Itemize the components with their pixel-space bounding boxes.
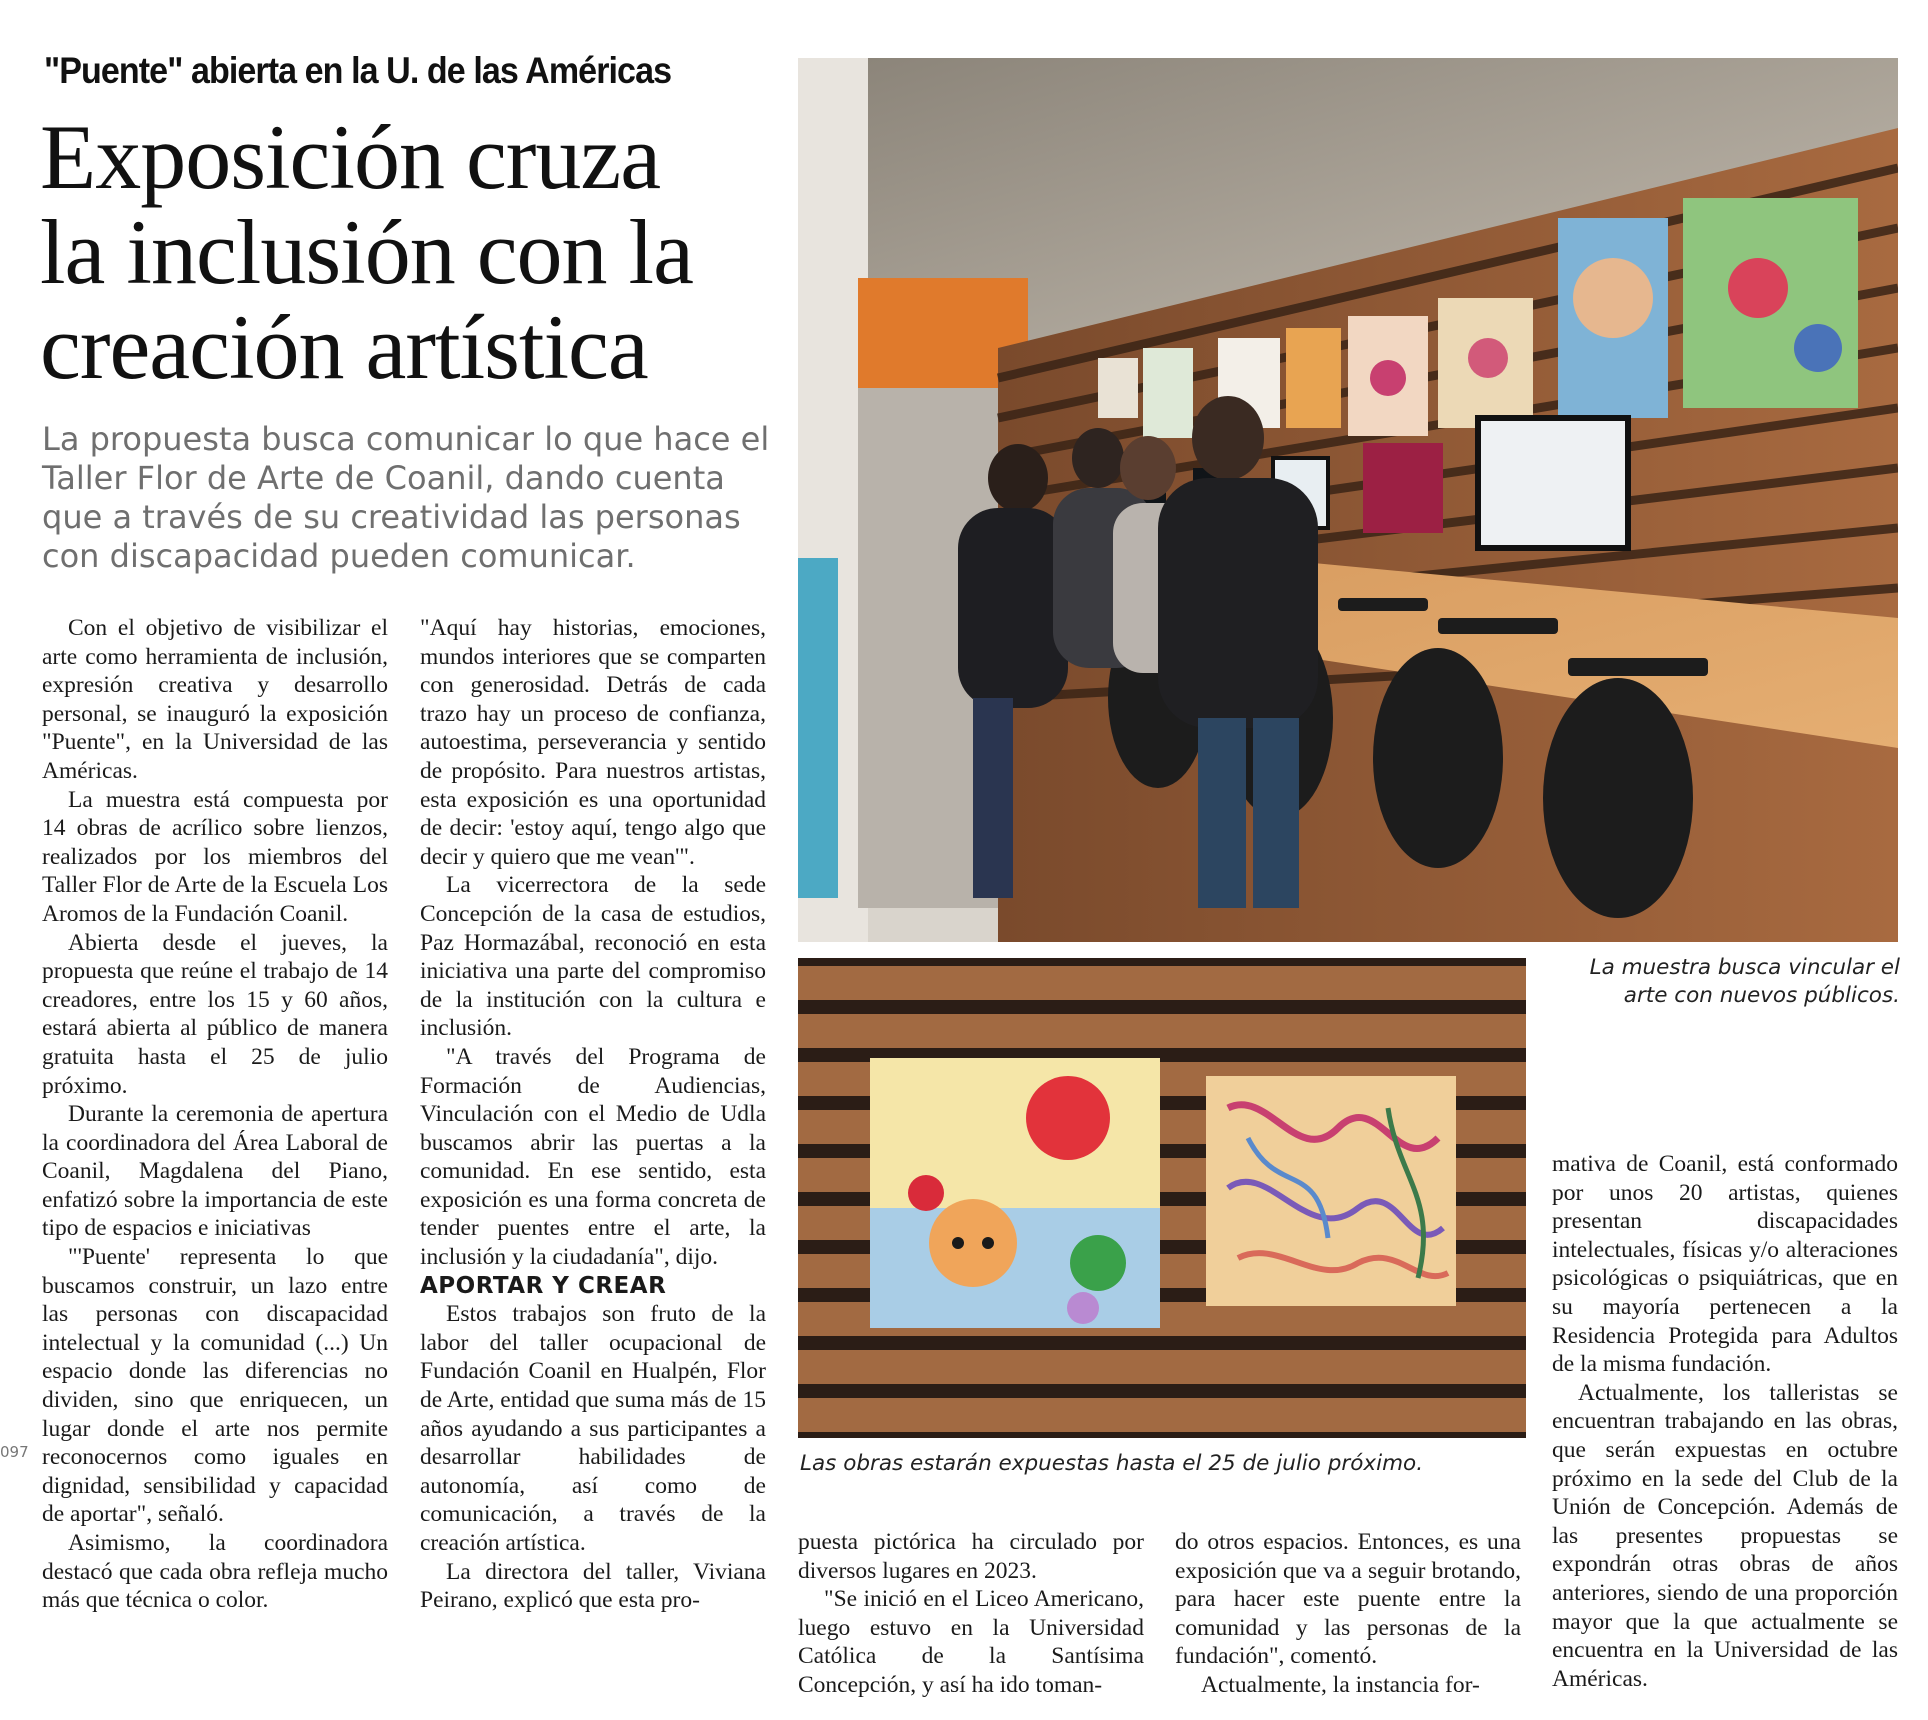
body-column-2 [420, 614, 766, 1615]
caption-line: arte con nuevos públicos. [1623, 983, 1900, 1008]
article-deck [42, 420, 782, 576]
paragraph: La vicerrectora de la sede Concepción de la casa de estudios, Paz Hormazábal, reconoció en esta iniciativa una parte del compromiso de la institución con la cultura e inclusión. [420, 872, 766, 1042]
photo-paintings-closeup [798, 958, 1526, 1438]
photo-exhibition-lab-illustration [798, 58, 1898, 942]
paragraph: mativa de Coanil, está conformado por unos 20 artistas, quienes presentan discapacidades intelectuales, físicas y/o alteraciones psicológicas o psiquiátricas, que en su mayoría pertenecen a la Residencia Protegida para Adultos de la misma fundación. [1552, 1151, 1898, 1378]
body-column-3 [798, 1528, 1144, 1700]
paragraph: "Se inició en el Liceo Americano, luego estuvo en la Universidad Católica de la Santísima Concepción, y así ha ido toman- [798, 1586, 1144, 1698]
photo-paintings-illustration [798, 958, 1526, 1438]
paragraph: Abierta desde el jueves, la propuesta que reúne el trabajo de 14 creadores, entre los 15 y 60 años, estará abierta al público de manera gratuita hasta el 25 de julio próximo. [42, 929, 388, 1099]
deck-line: con discapacidad pueden comunicar. [42, 537, 636, 575]
photo-exhibition-lab [798, 58, 1898, 942]
paragraph: La muestra está compuesta por 14 obras de acrílico sobre lienzos, realizados por los miembros del Taller Flor de Arte de la Escuela Los Aromos de la Fundación Coanil. [42, 786, 388, 927]
headline-line: la inclusión con la [40, 201, 693, 303]
paragraph: Actualmente, la instancia for- [1201, 1671, 1480, 1698]
paragraph: Con el objetivo de visibilizar el arte como herramienta de inclusión, expresión creativa y desarrollo personal, se inauguró la exposición "Puente", en la Universidad de las Américas. [42, 615, 388, 784]
body-column-5 [1552, 1150, 1898, 1693]
paragraph: La directora del taller, Viviana Peirano, explicó que esta pro- [420, 1558, 766, 1614]
paragraph: puesta pictórica ha circulado por diversos lugares en 2023. [798, 1529, 1144, 1584]
paragraph: "A través del Programa de Formación de Audiencias, Vinculación con el Medio de Udla buscamos abrir las puertas a la comunidad. En ese sentido, esta exposición es una forma concreta de tender puentes entre el arte, la inclusión y la ciudadanía", dijo. [420, 1043, 766, 1271]
paragraph: Estos trabajos son fruto de la labor del taller ocupacional de Fundación Coanil en Hualpén, Flor de Arte, entidad que suma más de 15 años ayudando a sus participantes a desarrollar habilidades de autonomía, así como de comunicación, a través de la creación artística. [420, 1301, 766, 1556]
caption-line: La muestra busca vincular el [1589, 955, 1900, 980]
photo-caption-2: Las obras estarán expuestas hasta el 25 de julio próximo. [800, 1451, 1424, 1476]
paragraph: Durante la ceremonia de apertura la coordinadora del Área Laboral de Coanil, Magdalena del Piano, enfatizó sobre la importancia de este tipo de espacios e iniciativas [42, 1101, 388, 1242]
article-kicker: "Puente" abierta en la U. de las Américas [44, 50, 672, 91]
margin-mark: 097 [0, 1443, 29, 1461]
paragraph: "Aquí hay historias, emociones, mundos interiores que se comparten con generosidad. Detrás de cada trazo hay un proceso de confianza, autoestima, perseverancia y sentido de propósito. Para nuestros artistas, esta exposición es una oportunidad de decir: 'estoy aquí, tengo algo que decir y quiero que me vean'". [420, 615, 766, 870]
paragraph: Actualmente, los talleristas se encuentran trabajando en las obras, que serán expuestas en octubre próximo en la sede del Club de la Unión de Concepción. Además de las presentes propuestas se expondrán otras obras de años anteriores, siendo de una proporción mayor que la que actualmente se encuentra en la Universidad de las Américas. [1552, 1379, 1898, 1692]
article-headline [40, 106, 780, 398]
headline-line: Exposición cruza [40, 106, 661, 208]
deck-line: La propuesta busca comunicar lo que hace el [42, 420, 770, 458]
paragraph: do otros espacios. Entonces, es una exposición que va a seguir brotando, para hacer este puente entre la comunidad y las personas de la fundación", comentó. [1175, 1529, 1521, 1670]
body-column-1 [42, 614, 388, 1615]
headline-line: creación artística [40, 296, 648, 398]
deck-line: que a través de su creatividad las personas [42, 498, 741, 536]
body-column-4 [1175, 1528, 1521, 1700]
section-subhead: APORTAR Y CREAR [420, 1272, 667, 1299]
paragraph: "'Puente' representa lo que buscamos construir, un lazo entre las personas con discapacidad intelectual y la comunidad (...) Un espacio donde las diferencias no dividen, sino que enriquecen, un lugar donde el arte nos permite reconocernos como iguales en dignidad, sensibilidad y capacidad de aportar", señaló. [42, 1244, 388, 1528]
photo-caption-1 [1540, 954, 1900, 1010]
paragraph: Asimismo, la coordinadora destacó que cada obra refleja mucho más que técnica o color. [42, 1530, 388, 1614]
deck-line: Taller Flor de Arte de Coanil, dando cuenta [42, 459, 725, 497]
